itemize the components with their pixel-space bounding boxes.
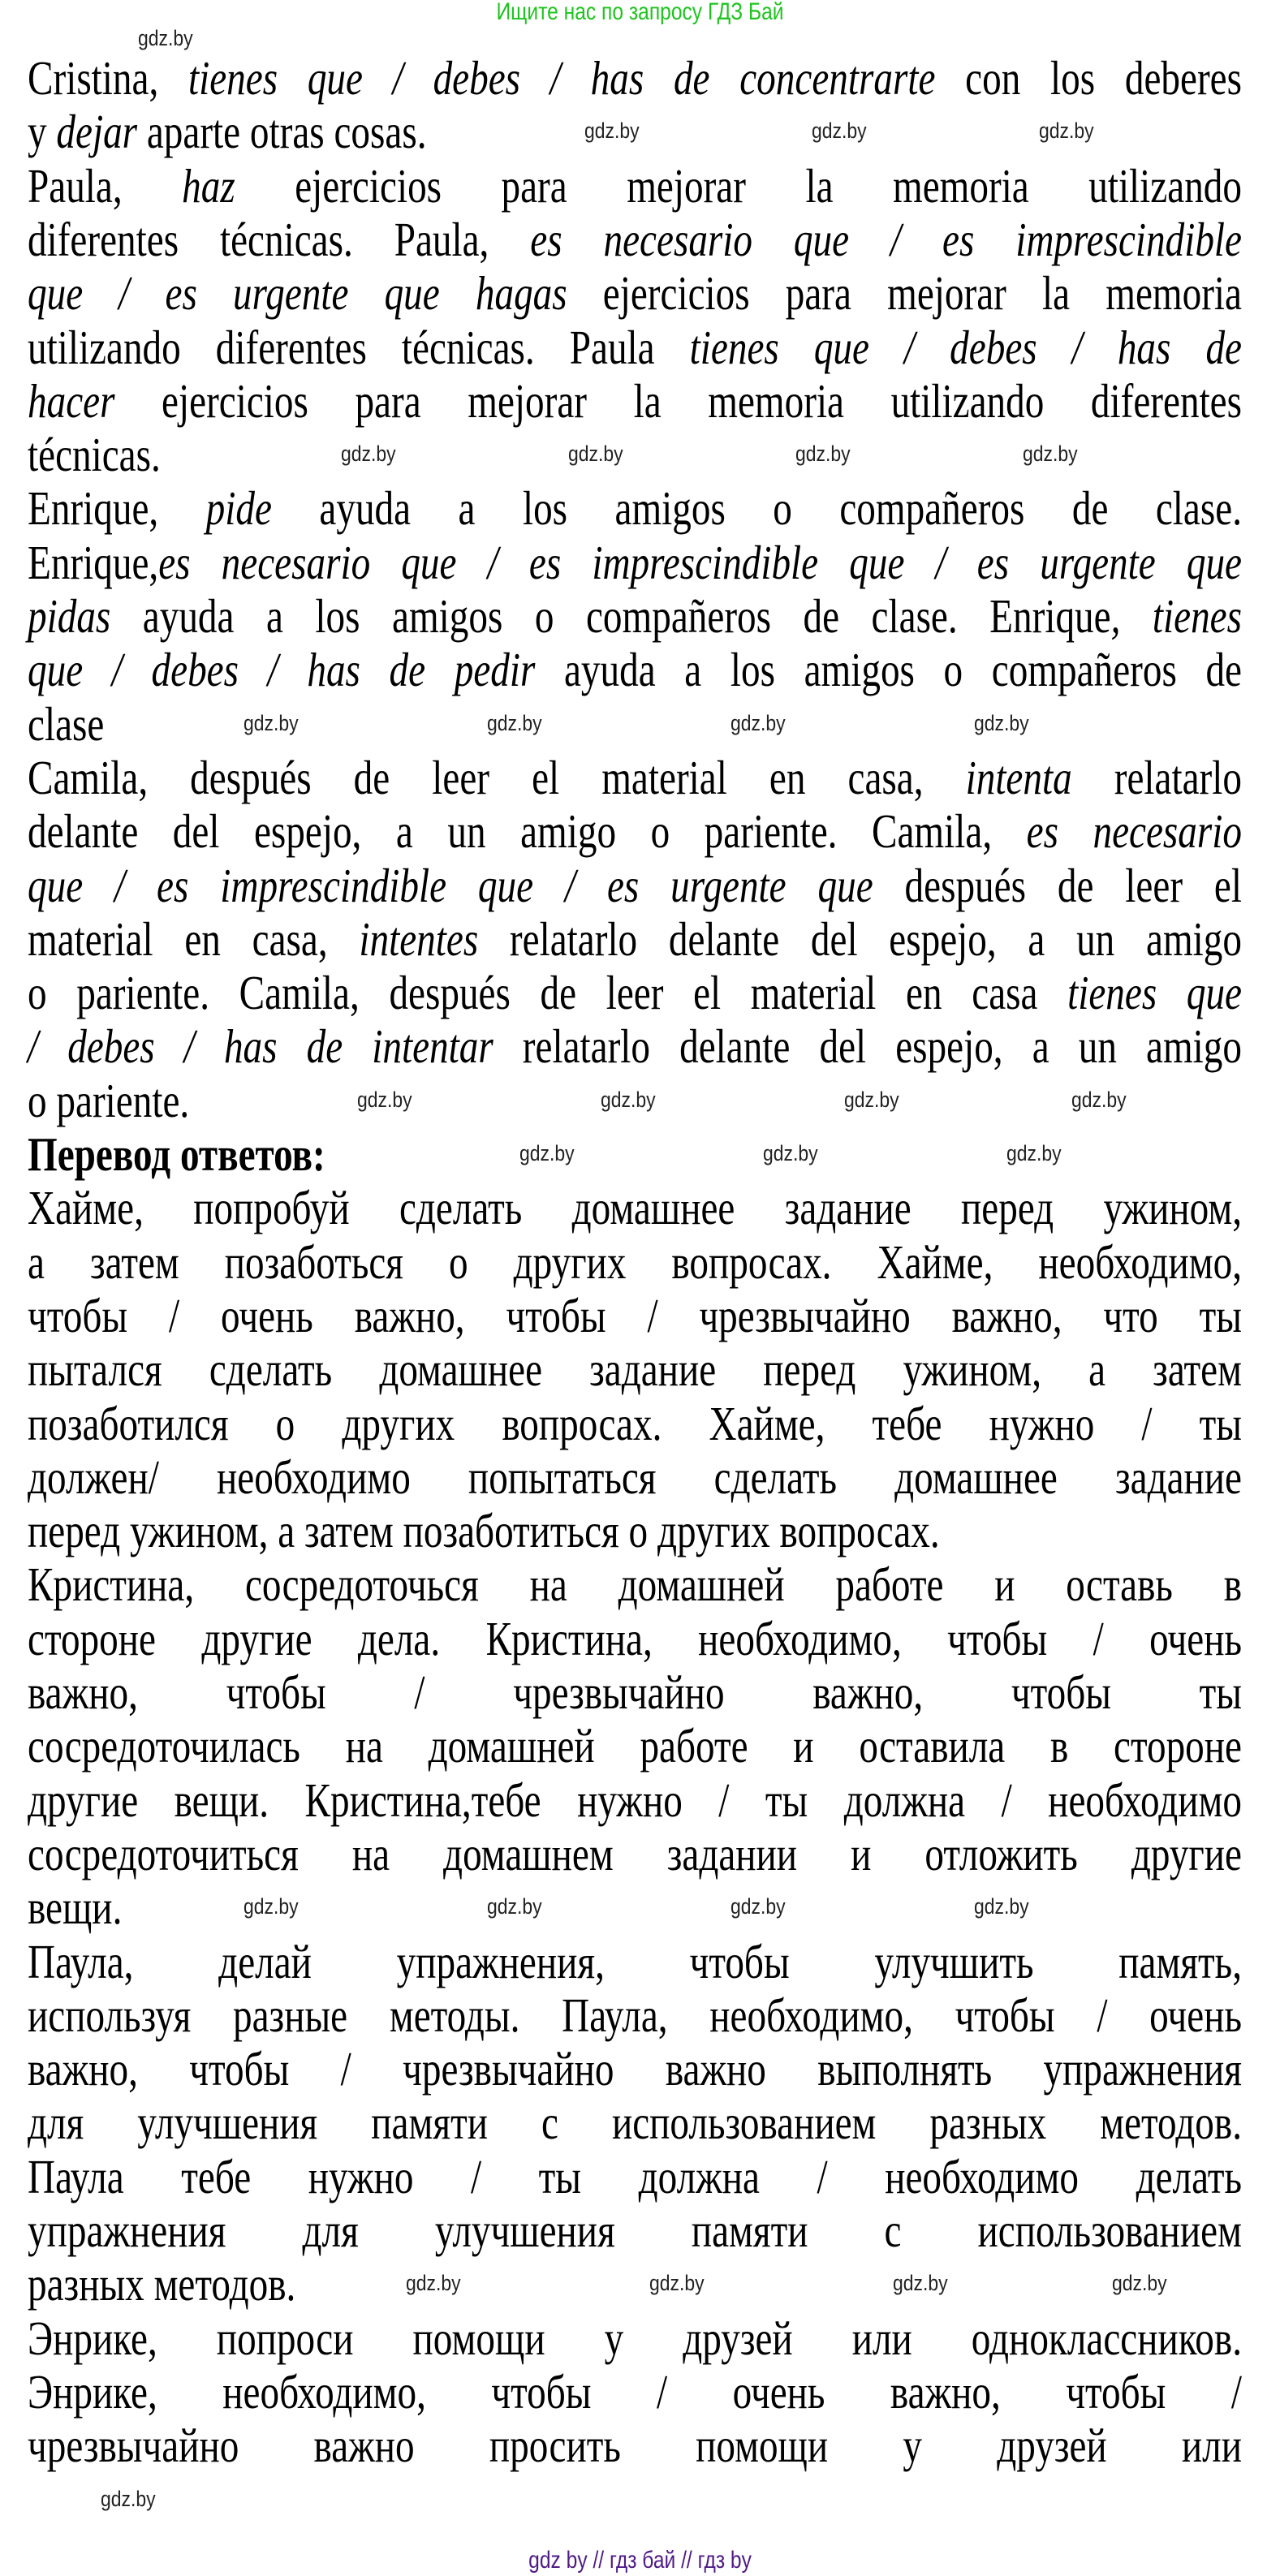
- text-line: [28, 2257, 1242, 2311]
- text-line: [28, 374, 1242, 428]
- text-segment: Paula,: [28, 158, 183, 213]
- text-segment: o pariente.: [28, 1073, 190, 1127]
- watermark: gdz.by: [974, 711, 1029, 735]
- text-segment: должен/ необходимо попытаться сделать домашнее задание: [28, 1450, 1242, 1504]
- italic-phrase: pide: [205, 481, 272, 536]
- text-line-content: [28, 1612, 1242, 1665]
- text-line-content: [28, 159, 1242, 213]
- italic-phrase: / debes / has de intentar: [28, 1019, 493, 1074]
- text-line-content: [28, 912, 1242, 966]
- text-segment: Кристина, сосредоточься на домашней работе и оставь в: [28, 1557, 1242, 1612]
- text-line: [28, 1665, 1242, 1719]
- text-line: [28, 966, 1242, 1019]
- text-segment: Паула, делай упражнения, чтобы улучшить память,: [28, 1934, 1242, 1988]
- watermark: gdz.by: [341, 442, 396, 466]
- watermark: gdz.by: [1006, 1141, 1062, 1165]
- text-segment: ejercicios para mejorar la memoria utilizando diferentes: [114, 373, 1243, 428]
- text-line: [28, 859, 1242, 912]
- text-line-content: [28, 321, 1242, 374]
- text-line-content: [28, 1235, 1242, 1289]
- text-line: [28, 751, 1242, 804]
- text-line: [28, 589, 1242, 643]
- italic-phrase: es necesario: [1026, 804, 1242, 859]
- text-segment: для улучшения памяти с использованием разных методов.: [28, 2096, 1242, 2150]
- text-segment: Паула тебе нужно / ты должна / необходимо делать: [28, 2149, 1242, 2203]
- italic-phrase: dejar: [56, 105, 138, 159]
- text-line-content: [28, 1181, 1242, 1234]
- text-line-content: [28, 589, 1242, 643]
- text-segment: clase: [28, 696, 105, 751]
- watermark: gdz.by: [649, 2271, 705, 2295]
- text-segment: Camila, después de leer el material en casa,: [28, 750, 966, 804]
- watermark: gdz.by: [584, 118, 640, 143]
- text-segment: utilizando diferentes técnicas. Paula: [28, 320, 690, 374]
- text-line-content: [28, 1342, 1242, 1396]
- text-segment: relatarlo delante del espejo, a un amigo: [478, 911, 1242, 966]
- text-line-content: [28, 2096, 1242, 2149]
- text-line-content: [28, 1504, 1242, 1557]
- text-line-content: [28, 1827, 1242, 1880]
- text-line: [28, 1181, 1242, 1234]
- text-segment: diferentes técnicas. Paula,: [28, 212, 531, 266]
- watermark: gdz.by: [974, 1894, 1029, 1919]
- text-line: [28, 2365, 1242, 2419]
- text-line-content: [28, 697, 1242, 751]
- text-line: [28, 697, 1242, 751]
- text-line-content: [28, 1019, 1242, 1073]
- text-segment: y: [28, 105, 57, 159]
- text-segment: стороне другие дела. Кристина, необходимо, чтобы / очень: [28, 1611, 1242, 1665]
- italic-phrase: tienes que / debes / has de: [689, 320, 1242, 374]
- text-line: [28, 1880, 1242, 1934]
- watermark: gdz.by: [844, 1088, 899, 1112]
- text-line: [28, 1827, 1242, 1880]
- text-segment: ayuda a los amigos o compañeros de clase. Enrique: [110, 589, 1111, 643]
- search-hint-banner: Ищите нас по запросу ГДЗ Бай: [496, 0, 784, 25]
- text-line-content: [28, 1557, 1242, 1611]
- watermark: gdz.by: [244, 1894, 299, 1919]
- text-segment: ayuda a los amigos o compañeros de clase.: [271, 481, 1243, 536]
- watermark: gdz.by: [406, 2271, 461, 2295]
- text-segment: con los deberes: [935, 51, 1242, 105]
- text-segment: Энрике, необходимо, чтобы / очень важно, чтобы /: [28, 2364, 1242, 2419]
- text-line-content: [28, 2365, 1242, 2419]
- text-segment: aparte otras cosas.: [137, 105, 427, 159]
- text-segment: ejercicios para mejorar la memoria utilizando: [235, 158, 1243, 213]
- text-segment: o pariente. Camila, después de leer el material en casa: [28, 966, 1068, 1020]
- text-line: [28, 321, 1242, 374]
- text-line: [28, 2042, 1242, 2096]
- watermark: gdz.by: [731, 1894, 786, 1919]
- italic-phrase: es necesario que / es imprescindible que / es urgente que: [158, 535, 1243, 589]
- text-line: [28, 1289, 1242, 1342]
- text-segment: Хайме, попробуй сделать домашнее задание перед ужином,: [28, 1181, 1242, 1235]
- text-segment: técnicas.: [28, 428, 161, 482]
- italic-phrase: pidas: [28, 589, 111, 643]
- text-line: [28, 804, 1242, 858]
- text-line-content: [28, 2150, 1242, 2203]
- text-segment: relatarlo delante del espejo, a un amigo: [493, 1019, 1242, 1074]
- text-line: [28, 2150, 1242, 2203]
- text-segment: Enrique,: [28, 481, 206, 536]
- text-line: [28, 2419, 1242, 2472]
- watermark: gdz.by: [1112, 2271, 1167, 2295]
- text-line: [28, 1719, 1242, 1773]
- text-line-content: [28, 1773, 1242, 1827]
- text-segment: Энрике, попроси помощи у друзей или одноклассников.: [28, 2311, 1242, 2365]
- text-line-content: [28, 1289, 1242, 1342]
- text-line: [28, 2096, 1242, 2149]
- footer-links[interactable]: gdz by // гдз бай // гдз by: [528, 2547, 752, 2574]
- text-line: [28, 2203, 1242, 2257]
- text-line-content: [28, 1880, 1242, 1934]
- text-line: [28, 481, 1242, 535]
- text-line: [28, 1557, 1242, 1611]
- footer: [0, 2547, 1280, 2574]
- text-line: [28, 1504, 1242, 1557]
- italic-phrase: que / debes / has de pedir: [28, 643, 536, 697]
- text-line-content: [28, 2042, 1242, 2096]
- italic-phrase: haz: [182, 158, 235, 213]
- text-line-content: [28, 374, 1242, 428]
- text-segment: relatarlo: [1071, 750, 1242, 804]
- watermark: gdz.by: [763, 1141, 818, 1165]
- text-line-content: [28, 1397, 1242, 1450]
- text-segment: а затем позаботься о других вопросах. Хайме, необходимо,: [28, 1234, 1242, 1289]
- text-line-content: [28, 643, 1242, 696]
- watermark: gdz.by: [357, 1088, 412, 1112]
- text-segment: сосредоточилась на домашней работе и оставила в стороне: [28, 1719, 1242, 1773]
- watermark: gdz.by: [101, 2487, 156, 2511]
- text-segment: чтобы / очень важно, чтобы / чрезвычайно важно, что ты: [28, 1288, 1242, 1342]
- italic-phrase: intentes: [359, 911, 479, 966]
- watermark: gdz.by: [1023, 442, 1078, 466]
- text-segment: Enrique,: [28, 535, 159, 589]
- text-line-content: [28, 859, 1242, 912]
- watermark: gdz.by: [795, 442, 851, 466]
- watermark: gdz.by: [1071, 1088, 1127, 1112]
- text-segment: упражнения для улучшения памяти с использованием: [28, 2203, 1242, 2257]
- text-line: [28, 1342, 1242, 1396]
- watermark: gdz.by: [487, 1894, 542, 1919]
- text-line-content: [28, 751, 1242, 804]
- text-line-content: [28, 51, 1242, 105]
- text-line-content: [28, 213, 1242, 266]
- text-line: [28, 912, 1242, 966]
- text-line: [28, 1397, 1242, 1450]
- watermark: gdz.by: [731, 711, 786, 735]
- watermark: gdz.by: [138, 26, 193, 50]
- text-segment: перед ужином, а затем позаботиться о других вопросах.: [28, 1504, 940, 1558]
- text-line-content: [28, 1988, 1242, 2042]
- text-segment: material en casa,: [28, 911, 360, 966]
- text-line-content: [28, 266, 1242, 320]
- text-segment: después de leer el: [873, 858, 1242, 912]
- text-line-content: [28, 536, 1242, 589]
- text-segment: ejercicios para mejorar la memoria: [567, 266, 1242, 321]
- watermark: gdz.by: [244, 711, 299, 735]
- text-line: [28, 2311, 1242, 2365]
- text-line-content: [28, 966, 1242, 1019]
- text-line: [28, 1773, 1242, 1827]
- watermark: gdz.by: [812, 118, 867, 143]
- text-line: [28, 643, 1242, 696]
- watermark: gdz.by: [487, 711, 542, 735]
- text-segment: ayuda a los amigos o compañeros de: [535, 643, 1242, 697]
- text-line: [28, 1450, 1242, 1504]
- text-segment: сосредоточиться на домашнем задании и отложить другие: [28, 1826, 1242, 1880]
- italic-phrase: que / es imprescindible que / es urgente que: [28, 858, 873, 912]
- italic-phrase: hacer: [28, 373, 115, 428]
- italic-phrase: , tienes: [1110, 589, 1242, 643]
- text-line: [28, 1988, 1242, 2042]
- text-line: [28, 1235, 1242, 1289]
- text-segment: пытался сделать домашнее задание перед ужином, а затем: [28, 1342, 1242, 1397]
- text-line: [28, 536, 1242, 589]
- text-line: [28, 51, 1242, 105]
- text-segment: Cristina,: [28, 51, 188, 105]
- text-line-content: [28, 2311, 1242, 2365]
- text-segment: используя разные методы. Паула, необходимо, чтобы / очень: [28, 1988, 1242, 2042]
- text-line: [28, 1019, 1242, 1073]
- watermark: gdz.by: [519, 1141, 575, 1165]
- text-line: [28, 1612, 1242, 1665]
- text-line-content: [28, 1665, 1242, 1719]
- text-line: [28, 213, 1242, 266]
- italic-phrase: tienes que / debes / has de concentrarte: [188, 51, 936, 105]
- text-line-content: [28, 1935, 1242, 1988]
- watermark: gdz.by: [601, 1088, 656, 1112]
- text-segment: позаботился о других вопросах. Хайме, тебе нужно / ты: [28, 1396, 1242, 1450]
- text-segment: вещи.: [28, 1880, 123, 1935]
- text-line: [28, 266, 1242, 320]
- watermark: gdz.by: [1039, 118, 1094, 143]
- text-line-content: [28, 481, 1242, 535]
- text-line-content: [28, 1450, 1242, 1504]
- italic-phrase: es necesario que / es imprescindible: [530, 212, 1242, 266]
- italic-phrase: tienes que: [1067, 966, 1242, 1020]
- text-line-content: [28, 2257, 1242, 2311]
- text-segment: чрезвычайно важно просить помощи у друзей или: [28, 2419, 1242, 2473]
- text-line: [28, 1935, 1242, 1988]
- text-segment: Перевод ответов:: [28, 1127, 325, 1181]
- watermark: gdz.by: [893, 2271, 948, 2295]
- text-segment: важно, чтобы / чрезвычайно важно, чтобы ты: [28, 1665, 1242, 1719]
- text-line-content: [28, 2203, 1242, 2257]
- text-segment: другие вещи. Кристина,тебе нужно / ты должна / необходимо: [28, 1773, 1242, 1827]
- text-line-content: [28, 2419, 1242, 2472]
- italic-phrase: intenta: [965, 750, 1072, 804]
- text-segment: разных методов.: [28, 2257, 296, 2311]
- text-segment: важно, чтобы / чрезвычайно важно выполнять упражнения: [28, 2042, 1242, 2096]
- watermark: gdz.by: [568, 442, 623, 466]
- text-line-content: [28, 804, 1242, 858]
- text-line-content: [28, 1719, 1242, 1773]
- text-line: [28, 159, 1242, 213]
- italic-phrase: que / es urgente que hagas: [28, 266, 567, 321]
- text-segment: delante del espejo, a un amigo o pariente. Camila,: [28, 804, 1027, 859]
